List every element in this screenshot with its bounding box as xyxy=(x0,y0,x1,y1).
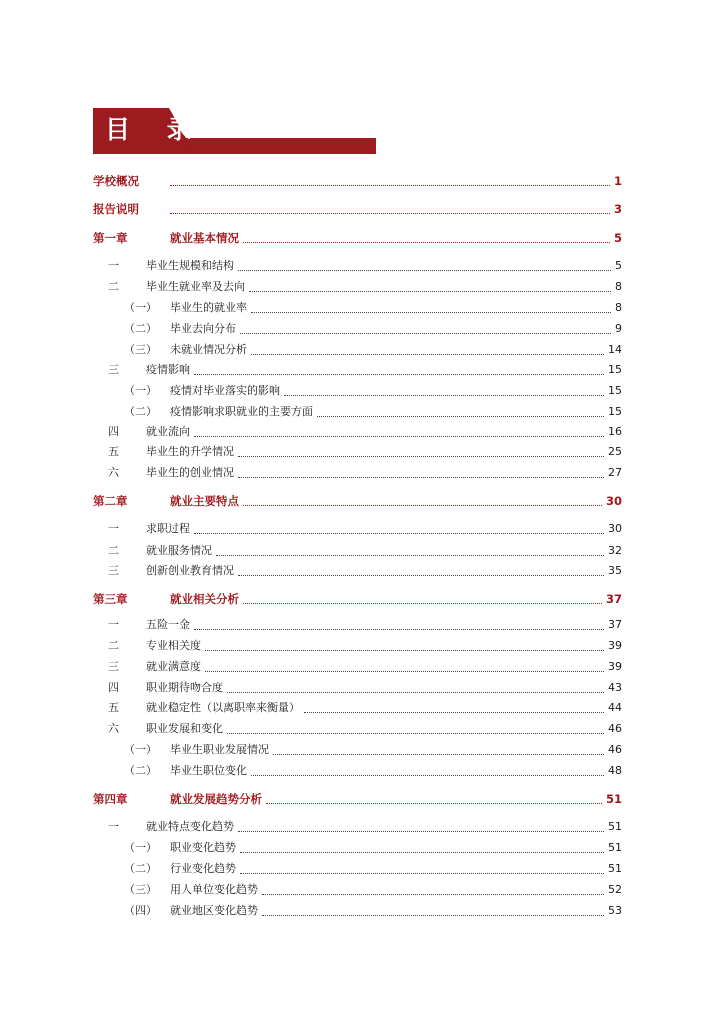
toc-leader-dots xyxy=(251,311,611,313)
toc-entry-title: 就业流向 xyxy=(146,425,190,438)
toc-entry[interactable] xyxy=(0,788,724,808)
toc-entry[interactable] xyxy=(0,614,724,634)
toc-entry-page: 35 xyxy=(608,564,622,577)
toc-leader-dots xyxy=(262,914,604,916)
toc-leader-dots xyxy=(194,435,604,437)
toc-entry-number: （二） xyxy=(124,862,157,875)
toc-entry[interactable] xyxy=(0,560,724,580)
toc-leader-dots xyxy=(238,455,604,457)
toc-entry-title: 求职过程 xyxy=(146,522,190,535)
toc-leader-dots xyxy=(243,504,602,506)
toc-entry[interactable] xyxy=(0,490,724,510)
toc-leader-dots xyxy=(251,774,604,776)
toc-entry-title: 毕业生的创业情况 xyxy=(146,466,234,479)
toc-entry[interactable] xyxy=(0,540,724,560)
toc-entry-page: 44 xyxy=(608,701,622,714)
toc-entry-page: 39 xyxy=(608,660,622,673)
toc-entry-title: 毕业去向分布 xyxy=(170,322,236,335)
toc-leader-dots xyxy=(216,554,604,556)
toc-entry-page: 15 xyxy=(608,363,622,376)
toc-entry-title: 行业变化趋势 xyxy=(170,862,236,875)
toc-entry[interactable] xyxy=(0,518,724,538)
toc-entry[interactable] xyxy=(0,380,724,400)
toc-entry[interactable] xyxy=(0,656,724,676)
toc-entry-page: 51 xyxy=(608,841,622,854)
toc-entry-page: 46 xyxy=(608,722,622,735)
toc-entry[interactable] xyxy=(0,718,724,738)
toc-leader-dots xyxy=(249,290,611,292)
toc-entry-number: 三 xyxy=(108,564,119,577)
toc-entry-number: 六 xyxy=(108,722,119,735)
toc-entry-page: 51 xyxy=(605,792,622,806)
toc-entry-number: 二 xyxy=(108,639,119,652)
toc-entry-title: 疫情影响 xyxy=(146,363,190,376)
toc-leader-dots xyxy=(194,628,604,630)
toc-entry-page: 8 xyxy=(615,280,622,293)
toc-leader-dots xyxy=(238,269,611,271)
toc-entry-page: 51 xyxy=(608,862,622,875)
toc-entry[interactable] xyxy=(0,227,724,247)
toc-entry-title: 毕业生的升学情况 xyxy=(146,445,234,458)
toc-entry-title: 毕业生职业发展情况 xyxy=(170,743,269,756)
toc-entry-title: 就业相关分析 xyxy=(170,592,239,606)
toc-entry-page: 52 xyxy=(608,883,622,896)
toc-entry-page: 46 xyxy=(608,743,622,756)
toc-entry[interactable] xyxy=(0,170,724,190)
toc-entry-page: 15 xyxy=(608,384,622,397)
toc-entry-number: （四） xyxy=(124,904,157,917)
toc-entry-title: 疫情影响求职就业的主要方面 xyxy=(170,405,313,418)
toc-entry-number: 三 xyxy=(108,363,119,376)
toc-leader-dots xyxy=(205,649,604,651)
toc-entry-page: 3 xyxy=(613,202,622,216)
toc-entry[interactable] xyxy=(0,255,724,275)
toc-entry[interactable] xyxy=(0,858,724,878)
toc-entry-title: 就业满意度 xyxy=(146,660,201,673)
toc-entry[interactable] xyxy=(0,421,724,441)
toc-leader-dots xyxy=(194,373,604,375)
page-title: 目 录 xyxy=(105,115,206,144)
toc-entry[interactable] xyxy=(0,739,724,759)
toc-entry-number: 一 xyxy=(108,618,119,631)
toc-leader-dots xyxy=(170,212,610,214)
toc-entry-number: 一 xyxy=(108,259,119,272)
toc-entry-page: 27 xyxy=(608,466,622,479)
toc-leader-dots xyxy=(240,851,604,853)
toc-entry-title: 就业主要特点 xyxy=(170,494,239,508)
toc-entry-title: 未就业情况分析 xyxy=(170,343,247,356)
toc-leader-dots xyxy=(240,332,611,334)
toc-header xyxy=(93,108,376,154)
toc-entry-title: 毕业生职位变化 xyxy=(170,764,247,777)
toc-leader-dots xyxy=(243,241,610,243)
toc-leader-dots xyxy=(227,732,604,734)
toc-entry-number: 三 xyxy=(108,660,119,673)
toc-entry-page: 48 xyxy=(608,764,622,777)
toc-entry-number: 二 xyxy=(108,544,119,557)
toc-entry[interactable] xyxy=(0,816,724,836)
toc-leader-dots xyxy=(238,574,604,576)
toc-entry[interactable] xyxy=(0,588,724,608)
toc-leader-dots xyxy=(273,753,604,755)
toc-entry-title: 就业服务情况 xyxy=(146,544,212,557)
toc-entry-page: 37 xyxy=(605,592,622,606)
toc-entry-number: 一 xyxy=(108,522,119,535)
toc-entry-number: 第二章 xyxy=(93,494,128,508)
toc-entry[interactable] xyxy=(0,837,724,857)
toc-entry-number: 第一章 xyxy=(93,231,128,245)
toc-leader-dots xyxy=(251,353,604,355)
toc-entry[interactable] xyxy=(0,760,724,780)
toc-leader-dots xyxy=(238,830,604,832)
toc-entry-page: 14 xyxy=(608,343,622,356)
toc-entry-title: 毕业生就业率及去向 xyxy=(146,280,245,293)
toc-entry[interactable] xyxy=(0,697,724,717)
toc-entry-number: 报告说明 xyxy=(93,202,139,216)
toc-entry-title: 创新创业教育情况 xyxy=(146,564,234,577)
toc-entry[interactable] xyxy=(0,276,724,296)
toc-entry-number: 五 xyxy=(108,701,119,714)
toc-leader-dots xyxy=(317,415,604,417)
toc-leader-dots xyxy=(240,872,604,874)
toc-entry-number: 四 xyxy=(108,425,119,438)
toc-entry-number: 学校概况 xyxy=(93,174,139,188)
toc-leader-dots xyxy=(262,893,604,895)
toc-entry[interactable] xyxy=(0,339,724,359)
toc-entry-number: （三） xyxy=(124,883,157,896)
toc-entry[interactable] xyxy=(0,441,724,461)
toc-leader-dots xyxy=(243,602,602,604)
toc-entry-page: 1 xyxy=(613,174,622,188)
toc-entry-page: 39 xyxy=(608,639,622,652)
toc-entry-title: 五险一金 xyxy=(146,618,190,631)
toc-entry-title: 就业发展趋势分析 xyxy=(170,792,262,806)
toc-entry-title: 就业基本情况 xyxy=(170,231,239,245)
toc-entry-title: 毕业生规模和结构 xyxy=(146,259,234,272)
toc-entry-page: 30 xyxy=(608,522,622,535)
toc-entry-number: 六 xyxy=(108,466,119,479)
toc-entry-title: 就业特点变化趋势 xyxy=(146,820,234,833)
toc-entry-number: 第三章 xyxy=(93,592,128,606)
toc-leader-dots xyxy=(194,532,604,534)
toc-entry-title: 疫情对毕业落实的影响 xyxy=(170,384,280,397)
toc-entry-title: 专业相关度 xyxy=(146,639,201,652)
toc-entry-page: 53 xyxy=(608,904,622,917)
toc-leader-dots xyxy=(227,691,604,693)
toc-entry-number: （一） xyxy=(124,841,157,854)
toc-leader-dots xyxy=(284,394,604,396)
toc-entry-page: 43 xyxy=(608,681,622,694)
toc-leader-dots xyxy=(170,184,610,186)
toc-entry-page: 30 xyxy=(605,494,622,508)
toc-entry-number: 第四章 xyxy=(93,792,128,806)
toc-entry-number: （二） xyxy=(124,322,157,335)
toc-entry-number: （二） xyxy=(124,764,157,777)
toc-entry-page: 15 xyxy=(608,405,622,418)
toc-entry-page: 32 xyxy=(608,544,622,557)
toc-entry[interactable] xyxy=(0,297,724,317)
toc-entry-title: 用人单位变化趋势 xyxy=(170,883,258,896)
toc-leader-dots xyxy=(238,476,604,478)
toc-entry-page: 37 xyxy=(608,618,622,631)
toc-entry[interactable] xyxy=(0,900,724,920)
toc-entry-page: 9 xyxy=(615,322,622,335)
toc-entry[interactable] xyxy=(0,198,724,218)
toc-entry-page: 25 xyxy=(608,445,622,458)
toc-entry-number: 一 xyxy=(108,820,119,833)
toc-entry-title: 职业发展和变化 xyxy=(146,722,223,735)
toc-entry[interactable] xyxy=(0,677,724,697)
toc-entry-page: 5 xyxy=(613,231,622,245)
toc-entry-page: 5 xyxy=(615,259,622,272)
toc-entry-title: 就业地区变化趋势 xyxy=(170,904,258,917)
toc-entry-number: 二 xyxy=(108,280,119,293)
toc-entry-number: 五 xyxy=(108,445,119,458)
toc-entry[interactable] xyxy=(0,462,724,482)
toc-entry[interactable] xyxy=(0,318,724,338)
toc-leader-dots xyxy=(266,802,602,804)
toc-entry-page: 16 xyxy=(608,425,622,438)
toc-entry-title: 职业期待吻合度 xyxy=(146,681,223,694)
toc-entry[interactable] xyxy=(0,635,724,655)
toc-entry-number: （一） xyxy=(124,301,157,314)
toc-entry[interactable] xyxy=(0,879,724,899)
toc-entry[interactable] xyxy=(0,401,724,421)
toc-entry-title: 职业变化趋势 xyxy=(170,841,236,854)
toc-entry-number: （一） xyxy=(124,384,157,397)
toc-entry-number: （二） xyxy=(124,405,157,418)
toc-entry[interactable] xyxy=(0,359,724,379)
toc-entry-page: 51 xyxy=(608,820,622,833)
toc-leader-dots xyxy=(304,711,604,713)
toc-entry-number: 四 xyxy=(108,681,119,694)
toc-entry-title: 毕业生的就业率 xyxy=(170,301,247,314)
toc-entry-page: 8 xyxy=(615,301,622,314)
toc-entry-number: （三） xyxy=(124,343,157,356)
toc-entry-title: 就业稳定性（以离职率来衡量） xyxy=(146,701,300,714)
toc-entry-number: （一） xyxy=(124,743,157,756)
toc-leader-dots xyxy=(205,670,604,672)
